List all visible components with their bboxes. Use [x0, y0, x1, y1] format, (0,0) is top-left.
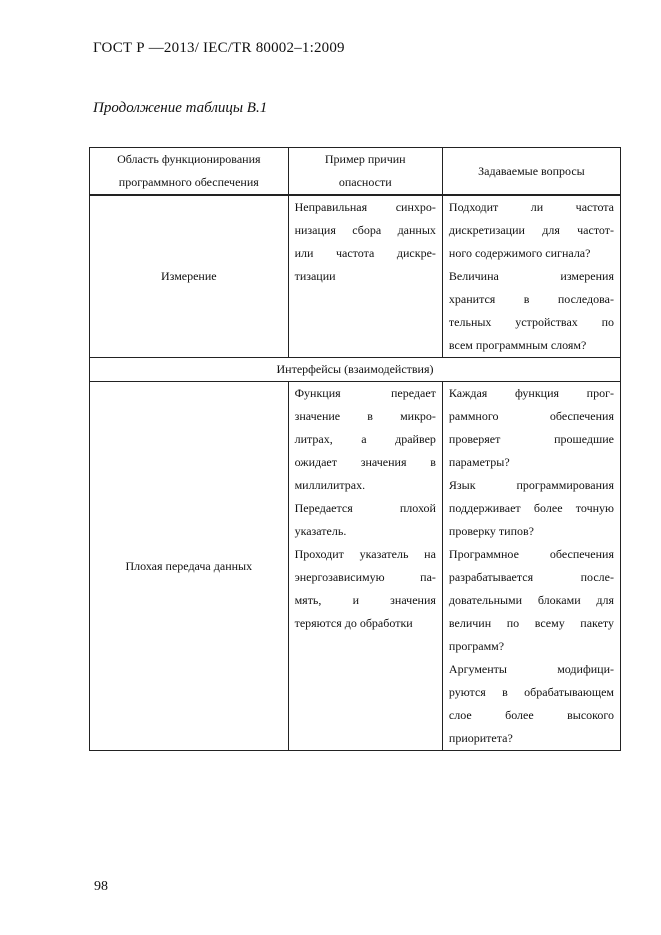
- cause-paragraph: Функция передает значение в микро- литрах, а драйвер ожидает значения в миллилитрах.: [294, 386, 436, 492]
- column-header-questions: Задаваемые вопросы: [442, 148, 620, 196]
- page-number: 98: [94, 879, 108, 894]
- section-row: [90, 358, 621, 382]
- cause-paragraph: Проходит указатель на энергозависимую па- мять, и значения теряются до обработки: [294, 547, 436, 630]
- cause-paragraph: Неправильная синхро- низация сбора данных или частота дискре- тизации: [294, 200, 436, 283]
- area-cell: Измерение: [90, 195, 289, 358]
- column-header-area: Область функционирования программного обеспечения: [90, 148, 289, 196]
- question-paragraph: Величина измерения хранится в последова- тельных устройствах по всем программным слоям?: [448, 269, 614, 352]
- question-paragraph: Аргументы модифици- руются в обрабатывающем слое более высокого приоритета?: [448, 662, 614, 745]
- cause-cell: [288, 382, 442, 751]
- column-header-cause: Пример причин опасности: [288, 148, 442, 196]
- questions-cell: [442, 382, 620, 751]
- question-paragraph: Подходит ли частота дискретизации для частот- ного содержимого сигнала?: [448, 200, 614, 260]
- questions-cell: [442, 195, 620, 358]
- document-header: ГОСТ Р —2013/ IEC/TR 80002–1:2009: [93, 40, 345, 56]
- hazard-table: [89, 147, 621, 751]
- question-paragraph: Язык программирования поддерживает более точную проверку типов?: [448, 478, 614, 538]
- area-cell: Плохая передача данных: [90, 382, 289, 751]
- table-header-row: [90, 148, 621, 196]
- cause-paragraph: Передается плохой указатель.: [294, 501, 436, 538]
- table-row: [90, 382, 621, 751]
- table-caption: Продолжение таблицы В.1: [93, 100, 268, 116]
- section-title: Интерфейсы (взаимодействия): [90, 358, 621, 382]
- question-paragraph: Каждая функция прог- раммного обеспечения проверяет прошедшие параметры?: [448, 386, 614, 469]
- table-row: [90, 195, 621, 358]
- question-paragraph: Программное обеспечения разрабатывается после- довательными блоками для величин по всему пакету программ?: [448, 547, 614, 653]
- cause-cell: [288, 195, 442, 358]
